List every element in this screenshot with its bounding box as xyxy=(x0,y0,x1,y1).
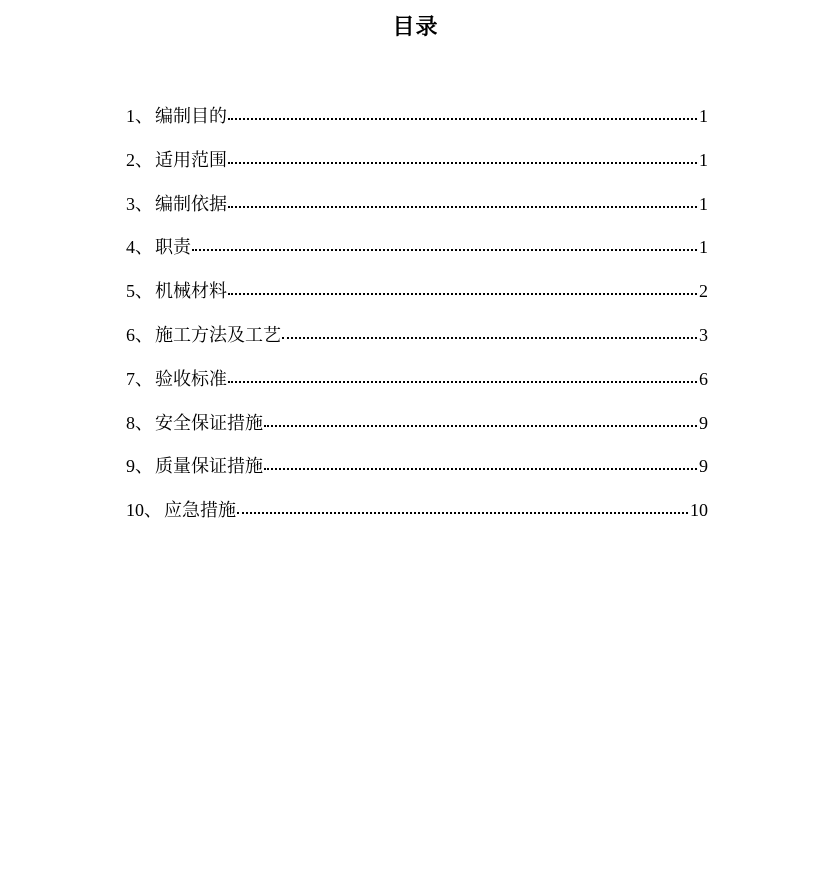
toc-list xyxy=(126,101,708,539)
toc-dot-leader xyxy=(228,117,697,120)
toc-entry-page: 2 xyxy=(699,281,708,302)
toc-dot-leader xyxy=(228,161,697,164)
toc-entry-page: 9 xyxy=(699,412,708,433)
toc-entry-page: 6 xyxy=(699,368,708,389)
toc-entry-8[interactable] xyxy=(126,408,708,452)
toc-entry-page: 1 xyxy=(699,149,708,170)
toc-entry-3[interactable] xyxy=(126,189,708,233)
toc-entry-separator: 、 xyxy=(135,193,153,215)
toc-entry-2[interactable] xyxy=(126,145,708,189)
toc-entry-9[interactable] xyxy=(126,451,708,495)
toc-entry-4[interactable] xyxy=(126,232,708,276)
toc-entry-page: 1 xyxy=(699,193,708,214)
toc-entry-number: 1 xyxy=(126,106,135,126)
toc-entry-separator: 、 xyxy=(135,237,153,259)
toc-entry-title: 适用范围 xyxy=(155,149,227,171)
toc-entry-separator: 、 xyxy=(135,149,153,171)
toc-dot-leader xyxy=(228,292,697,295)
toc-entry-page: 10 xyxy=(690,500,708,521)
toc-entry-number: 9 xyxy=(126,456,135,477)
toc-entry-separator: 、 xyxy=(135,368,153,390)
toc-dot-leader xyxy=(237,511,688,514)
toc-entry-number: 8 xyxy=(126,412,135,433)
toc-entry-number: 6 xyxy=(126,324,135,345)
toc-entry-title: 施工方法及工艺 xyxy=(155,324,281,346)
toc-entry-page: 9 xyxy=(699,456,708,477)
toc-entry-number: 10 xyxy=(126,500,144,521)
toc-dot-leader xyxy=(264,424,697,427)
toc-dot-leader xyxy=(264,467,697,470)
toc-entry-title: 安全保证措施 xyxy=(155,412,263,434)
toc-entry-title: 编制依据 xyxy=(155,193,227,215)
toc-dot-leader xyxy=(282,336,697,339)
toc-entry-separator: 、 xyxy=(135,456,153,478)
toc-entry-page: 3 xyxy=(699,324,708,345)
toc-entry-title: 应急措施 xyxy=(164,500,236,522)
toc-entry-separator: 、 xyxy=(135,281,153,303)
toc-entry-number: 2 xyxy=(126,149,135,170)
toc-entry-title: 验收标准 xyxy=(155,368,227,390)
toc-entry-page: 1 xyxy=(699,106,708,126)
toc-dot-leader xyxy=(228,205,697,208)
toc-entry-separator: 、 xyxy=(135,412,153,434)
toc-entry-10[interactable] xyxy=(126,495,708,539)
toc-entry-title: 质量保证措施 xyxy=(155,456,263,478)
toc-entry-5[interactable] xyxy=(126,276,708,320)
toc-entry-6[interactable] xyxy=(126,320,708,364)
toc-entry-7[interactable] xyxy=(126,364,708,408)
toc-entry-title: 职责 xyxy=(155,237,191,259)
toc-entry-number: 4 xyxy=(126,237,135,258)
toc-entry-number: 5 xyxy=(126,281,135,302)
toc-entry-separator: 、 xyxy=(135,106,153,127)
toc-entry-page: 1 xyxy=(699,237,708,258)
toc-dot-leader xyxy=(228,380,697,383)
toc-entry-1[interactable] xyxy=(126,101,708,145)
toc-entry-separator: 、 xyxy=(144,500,162,522)
toc-entry-title: 编制目的 xyxy=(155,106,227,127)
toc-entry-separator: 、 xyxy=(135,324,153,346)
toc-entry-number: 3 xyxy=(126,193,135,214)
toc-entry-title: 机械材料 xyxy=(155,281,227,303)
toc-dot-leader xyxy=(192,248,697,251)
toc-entry-number: 7 xyxy=(126,368,135,389)
toc-title: 目录 xyxy=(392,15,439,40)
